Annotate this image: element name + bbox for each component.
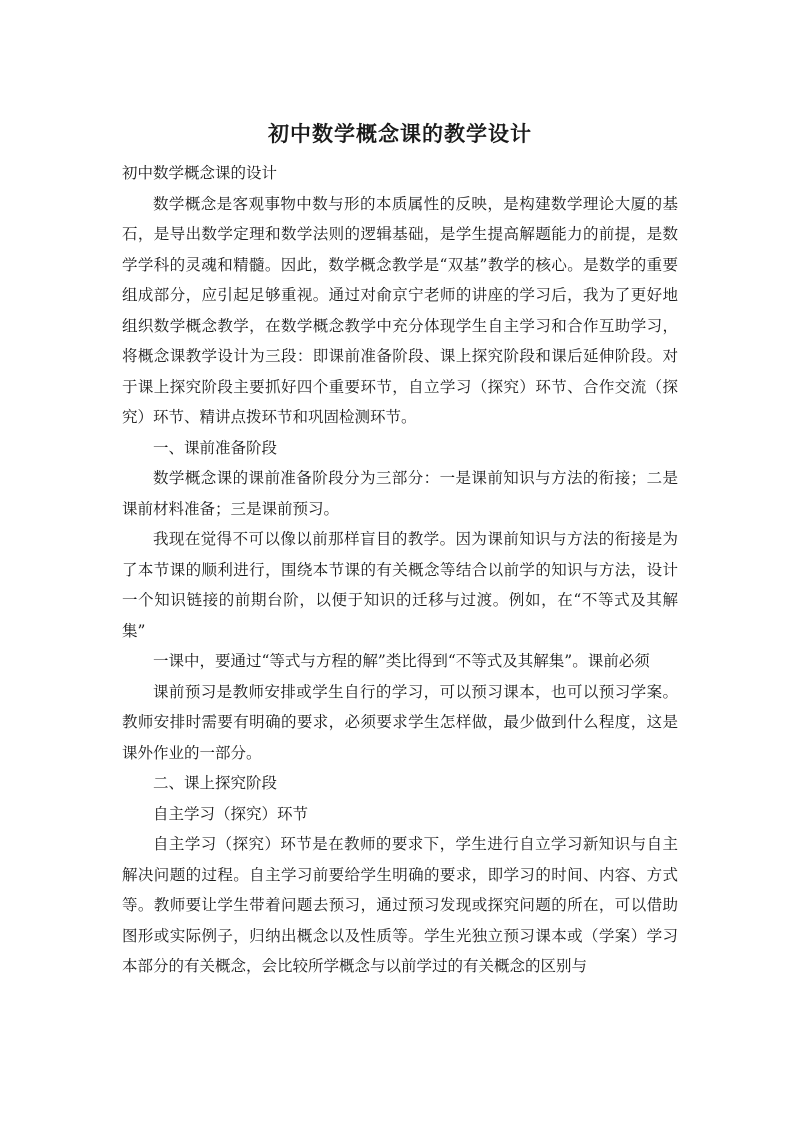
section-heading-in-class: 二、课上探究阶段 xyxy=(153,774,278,792)
paragraph-knowledge-link: 我现在觉得不可以像以前那样盲目的教学。因为课前知识与方法的衔接是为了本节课的顺利进行，围绕本节课的有关概念等结合以前学的知识与方法，设计一个知识链接的前期台阶，以便于知识的迁移与过渡。例如，在“不等式及其解集” xyxy=(122,530,678,640)
document-title: 初中数学概念课的教学设计 xyxy=(268,122,532,146)
paragraph-self-study: 自主学习（探究）环节是在教师的要求下，学生进行自立学习新知识与自主解决问题的过程。自主学习前要给学生明确的要求，即学习的时间、内容、方式等。教师要让学生带着问题去预习，通过预习发现或探究问题的所在，可以借助图形或实际例子，归纳出概念以及性质等。学生光独立预习课本或（学案）学习本部分的有关概念，会比较所学概念与以前学过的有关概念的区别与 xyxy=(122,835,678,975)
document-subtitle: 初中数学概念课的设计 xyxy=(122,164,278,182)
paragraph-pre-class-parts: 数学概念课的课前准备阶段分为三部分：一是课前知识与方法的衔接；二是课前材料准备；三是课前预习。 xyxy=(122,469,678,518)
document-body xyxy=(122,158,678,982)
paragraph-preview: 课前预习是教师安排或学生自行的学习，可以预习课本，也可以预习学案。教师安排时需要有明确的要求，必须要求学生怎样做，最少做到什么程度，这是课外作业的一部分。 xyxy=(122,682,678,762)
paragraph-intro: 数学概念是客观事物中数与形的本质属性的反映，是构建数学理论大厦的基石，是导出数学定理和数学法则的逻辑基础，是学生提高解题能力的前提，是数学学科的灵魂和精髓。因此，数学概念教学是“双基”教学的核心。是数学的重要组成部分，应引起足够重视。通过对俞京宁老师的讲座的学习后，我为了更好地组织数学概念教学，在数学概念教学中充分体现学生自主学习和合作互助学习，将概念课教学设计为三段：即课前准备阶段、课上探究阶段和课后延伸阶段。对于课上探究阶段主要抓好四个重要环节，自立学习（探究）环节、合作交流（探究）环节、精讲点拨环节和巩固检测环节。 xyxy=(122,194,678,426)
paragraph-inequality-example: 一课中，要通过“等式与方程的解”类比得到“不等式及其解集”。课前必须 xyxy=(153,652,650,670)
subsection-heading-self-study: 自主学习（探究）环节 xyxy=(153,804,309,823)
section-heading-pre-class: 一、课前准备阶段 xyxy=(153,438,278,457)
